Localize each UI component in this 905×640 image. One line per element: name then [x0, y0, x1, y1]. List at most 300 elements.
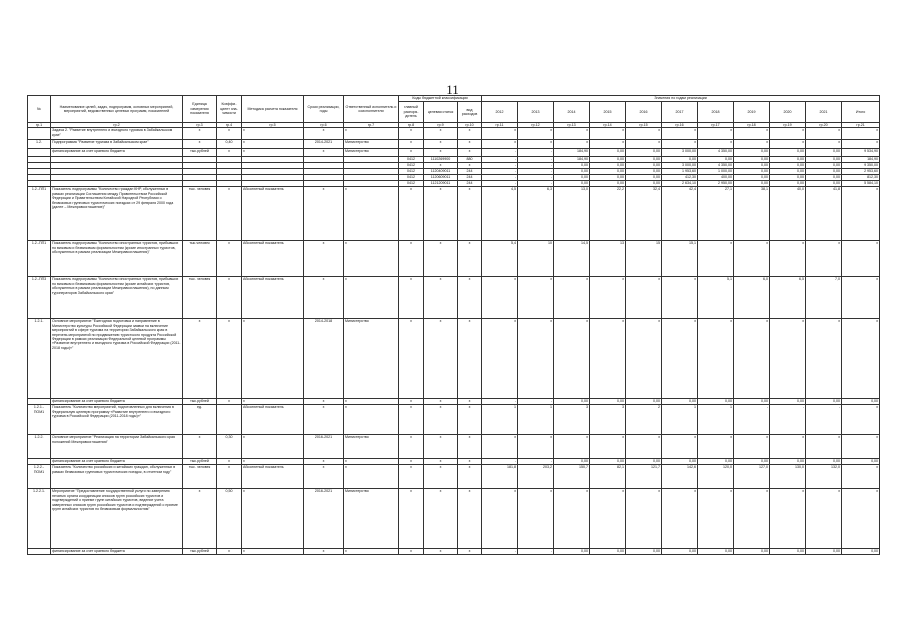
- table-cell: 15: [626, 241, 662, 277]
- table-cell: х: [842, 187, 880, 241]
- column-index-cell: гр.18: [734, 123, 770, 128]
- table-cell: 127,0: [734, 465, 770, 489]
- table-cell: х: [217, 241, 242, 277]
- table-cell: х: [698, 241, 734, 277]
- table-cell: -: [482, 157, 518, 163]
- table-cell: 0,00: [698, 157, 734, 163]
- table-cell: 0,00: [770, 157, 806, 163]
- table-cell: 2: [626, 405, 662, 435]
- table-cell: х: [698, 435, 734, 459]
- table-cell: х: [458, 435, 482, 459]
- table-cell: 13: [590, 241, 626, 277]
- table-cell: 0,00: [770, 399, 806, 405]
- table-cell: 27,1: [698, 187, 734, 241]
- table-cell: 0,00: [626, 399, 662, 405]
- table-cell: х: [806, 319, 842, 399]
- header-year: 2017: [662, 102, 698, 123]
- table-cell: х: [626, 140, 662, 149]
- column-index-cell: гр.4: [217, 123, 242, 128]
- table-cell: 32,4: [626, 187, 662, 241]
- header-method: Методика расчета показателя: [242, 96, 304, 123]
- table-cell: х: [518, 277, 554, 319]
- table-cell: 40,0: [770, 187, 806, 241]
- table-cell: х: [842, 241, 880, 277]
- table-cell: 0,00: [806, 149, 842, 157]
- table-cell: х: [304, 465, 344, 489]
- table-cell: х: [424, 241, 458, 277]
- table-cell: х: [242, 140, 304, 149]
- table-cell: х: [458, 489, 482, 549]
- table-cell: 0,00: [590, 175, 626, 181]
- table-cell: 0,00: [734, 157, 770, 163]
- table-cell: х: [662, 435, 698, 459]
- table-cell: х: [344, 399, 399, 405]
- table-cell: х: [304, 149, 344, 157]
- column-index-cell: гр.1: [28, 123, 51, 128]
- table-cell: 132,0: [806, 465, 842, 489]
- table-cell: 6,0: [734, 277, 770, 319]
- table-cell: х: [662, 489, 698, 549]
- table-cell: х: [482, 277, 518, 319]
- table-cell: х: [304, 277, 344, 319]
- table-cell: [28, 149, 51, 157]
- table-cell: х: [518, 435, 554, 459]
- table-cell: х: [458, 149, 482, 157]
- table-row: [28, 319, 880, 399]
- table-cell: тыс. человек: [183, 277, 217, 319]
- table-cell: х: [518, 140, 554, 149]
- table-cell: 0,00: [770, 169, 806, 175]
- table-cell: х: [626, 277, 662, 319]
- table-cell: 0,00: [662, 157, 698, 163]
- table-cell: Абсолютный показатель: [242, 465, 304, 489]
- table-cell: -: [482, 169, 518, 175]
- table-cell: 2014-2018: [304, 319, 344, 399]
- table-cell: 0,00: [770, 149, 806, 157]
- table-cell: х: [662, 319, 698, 399]
- table-cell: х: [242, 149, 304, 157]
- table-cell: 0,30: [217, 435, 242, 459]
- table-row: [28, 435, 880, 459]
- table-cell: х: [734, 319, 770, 399]
- column-index-cell: гр.17: [698, 123, 734, 128]
- table-cell: х: [344, 277, 399, 319]
- table-cell: 0,00: [806, 181, 842, 187]
- table-cell: х: [399, 128, 424, 140]
- table-cell: 0,00: [806, 169, 842, 175]
- table-cell: х: [399, 319, 424, 399]
- table-cell: 5,1: [698, 277, 734, 319]
- table-cell: х: [399, 187, 424, 241]
- table-cell: 130,0: [770, 465, 806, 489]
- table-cell: 0,00: [770, 181, 806, 187]
- table-cell: 0,00: [698, 459, 734, 465]
- table-cell: х: [424, 163, 458, 169]
- table-cell: -: [806, 405, 842, 435]
- table-cell: х: [399, 399, 424, 405]
- header-coefficient: Коэффи-циент зна-чимости: [217, 96, 242, 123]
- table-cell: х: [399, 405, 424, 435]
- table-cell: тыс.рублей: [183, 399, 217, 405]
- table-cell: 0,00: [626, 163, 662, 169]
- table-cell: 0,00: [698, 399, 734, 405]
- table-cell: 6,3: [518, 187, 554, 241]
- table-cell: х: [554, 277, 590, 319]
- table-cell: х: [626, 319, 662, 399]
- table-cell: х: [399, 549, 424, 555]
- table-cell: х: [842, 277, 880, 319]
- program-indicators-table: [27, 95, 880, 555]
- table-cell: 15,1: [662, 241, 698, 277]
- table-cell: тыс.человек: [183, 241, 217, 277]
- column-index-cell: гр.2: [51, 123, 183, 128]
- table-cell: х: [458, 405, 482, 435]
- table-cell: Показатель подпрограммы "Количество граждан КНР, обслуженных в рамках реализации Соглашения между Правительством Российской Федерации и Правительством Китайской Народной Республики о безвизовых групповых туристических поездках от 29 февраля 2000 года (далее – Межправсоглашение)": [51, 187, 183, 241]
- table-cell: х: [217, 459, 242, 465]
- column-index-cell: гр.14: [590, 123, 626, 128]
- table-cell: 0,00: [734, 459, 770, 465]
- table-cell: 0,00: [626, 149, 662, 157]
- table-cell: 0,00: [806, 163, 842, 169]
- table-cell: х: [590, 319, 626, 399]
- table-cell: х: [242, 459, 304, 465]
- table-cell: х: [344, 187, 399, 241]
- table-cell: х: [662, 128, 698, 140]
- table-cell: х: [842, 435, 880, 459]
- table-cell: 0,00: [626, 459, 662, 465]
- table-cell: -: [518, 549, 554, 555]
- table-cell: 0412: [399, 157, 424, 163]
- table-cell: 0412: [399, 181, 424, 187]
- table-cell: 0412: [399, 163, 424, 169]
- table-cell: 1.2.-ПП1: [28, 241, 51, 277]
- table-cell: -: [482, 549, 518, 555]
- table-cell: х: [304, 549, 344, 555]
- table-cell: х: [662, 140, 698, 149]
- table-cell: х: [482, 489, 518, 549]
- table-cell: 244: [458, 169, 482, 175]
- table-cell: х: [482, 140, 518, 149]
- table-cell: 0,00: [626, 169, 662, 175]
- table-cell: 5 584,10: [842, 181, 880, 187]
- table-cell: х: [554, 140, 590, 149]
- table-cell: 0,00: [590, 549, 626, 555]
- table-cell: х: [842, 319, 880, 399]
- table-cell: х: [424, 149, 458, 157]
- table-cell: 4,5: [482, 187, 518, 241]
- table-cell: 1110269900: [424, 157, 458, 163]
- table-cell: х: [242, 399, 304, 405]
- table-row: [28, 187, 880, 241]
- table-cell: 0,00: [554, 175, 590, 181]
- table-cell: 0,00: [806, 549, 842, 555]
- table-cell: 0,00: [626, 181, 662, 187]
- table-cell: 184,90: [842, 157, 880, 163]
- table-cell: тыс.рублей: [183, 149, 217, 157]
- table-cell: х: [770, 435, 806, 459]
- table-cell: х: [842, 128, 880, 140]
- table-cell: Подпрограмма "Развитие туризма в Забайкальском крае": [51, 140, 183, 149]
- header-term: Сроки реализации, годы: [304, 96, 344, 123]
- table-cell: 10: [518, 241, 554, 277]
- table-cell: -: [518, 175, 554, 181]
- table-cell: 121,7: [626, 465, 662, 489]
- table-cell: 9 350,00: [842, 163, 880, 169]
- header-year: 2020: [770, 102, 806, 123]
- table-cell: 0,00: [842, 399, 880, 405]
- column-index-cell: гр.15: [626, 123, 662, 128]
- column-index-cell: гр.13: [554, 123, 590, 128]
- table-cell: Показатель подпрограммы "Количество иностранных туристов, прибывших по визовым и безвизовым формальностям (кроме иностранных туристов, обслуженных в рамках реализации Межправсоглашения)": [51, 241, 183, 277]
- table-cell: х: [734, 489, 770, 549]
- table-cell: 7,0: [806, 277, 842, 319]
- table-row: [28, 241, 880, 277]
- table-cell: х: [242, 489, 304, 549]
- table-cell: х: [217, 128, 242, 140]
- table-cell: х: [344, 549, 399, 555]
- table-cell: 0,00: [662, 459, 698, 465]
- table-cell: х: [242, 435, 304, 459]
- table-cell: х: [842, 140, 880, 149]
- table-cell: х: [482, 128, 518, 140]
- table-cell: х: [217, 149, 242, 157]
- table-cell: х: [518, 319, 554, 399]
- table-cell: х: [770, 319, 806, 399]
- table-cell: 0,00: [698, 549, 734, 555]
- header-year: 2019: [734, 102, 770, 123]
- table-cell: х: [183, 140, 217, 149]
- table-cell: финансирование за счет краевого бюджета: [51, 149, 183, 157]
- table-cell: х: [217, 319, 242, 399]
- table-cell: Мероприятие "Предоставление государственной услуги по заверению печатью органа координации списков групп российских туристов и подтверждений о приеме групп китайских туристов, ведение учета заверенных списков групп российских туристов и подтверждений о приеме групп китайских туристов по безвизовым формальностям": [51, 489, 183, 549]
- table-cell: 0,00: [554, 169, 590, 175]
- table-cell: -: [482, 175, 518, 181]
- table-cell: -: [734, 405, 770, 435]
- table-cell: х: [458, 140, 482, 149]
- table-cell: х: [399, 435, 424, 459]
- table-cell: 0,00: [734, 181, 770, 187]
- table-cell: х: [217, 465, 242, 489]
- table-cell: х: [806, 128, 842, 140]
- table-body: [28, 128, 880, 555]
- table-cell: х: [344, 128, 399, 140]
- table-cell: тыс.рублей: [183, 549, 217, 555]
- column-index-cell: гр.11: [482, 123, 518, 128]
- table-cell: х: [458, 128, 482, 140]
- table-cell: х: [770, 489, 806, 549]
- table-cell: х: [770, 128, 806, 140]
- table-cell: 0,00: [734, 175, 770, 181]
- table-cell: 0,00: [806, 399, 842, 405]
- column-index-cell: гр.9: [424, 123, 458, 128]
- table-cell: 181,8: [482, 465, 518, 489]
- column-index-cell: гр.21: [842, 123, 880, 128]
- table-cell: х: [734, 140, 770, 149]
- table-cell: х: [458, 399, 482, 405]
- table-cell: х: [242, 319, 304, 399]
- table-cell: 1 000,00: [698, 169, 734, 175]
- table-cell: ед.: [183, 405, 217, 435]
- table-cell: х: [458, 465, 482, 489]
- table-cell: -: [482, 459, 518, 465]
- table-cell: 244: [458, 175, 482, 181]
- column-index-cell: гр.3: [183, 123, 217, 128]
- table-cell: Показатель "Количество мероприятий, подготовленных для включения в Федеральную целевую программу «Развитие внутреннего и въездного туризма в Российской Федерации (2011-2018 годы)»": [51, 405, 183, 435]
- table-cell: х: [842, 489, 880, 549]
- table-cell: х: [518, 489, 554, 549]
- table-cell: 0,00: [770, 459, 806, 465]
- table-cell: х: [458, 277, 482, 319]
- table-cell: х: [424, 489, 458, 549]
- table-cell: финансирование за счет краевого бюджета: [51, 549, 183, 555]
- table-cell: -: [518, 149, 554, 157]
- table-cell: 0,00: [842, 459, 880, 465]
- table-cell: 2016-2021: [304, 489, 344, 549]
- table-cell: 0,00: [590, 163, 626, 169]
- table-cell: 1: [518, 405, 554, 435]
- table-cell: тыс. человек: [183, 465, 217, 489]
- column-index-cell: гр.20: [806, 123, 842, 128]
- header-year: 2014: [554, 102, 590, 123]
- table-cell: х: [344, 405, 399, 435]
- table-cell: х: [482, 319, 518, 399]
- table-cell: 0,00: [554, 399, 590, 405]
- table-cell: 2 953,60: [842, 169, 880, 175]
- table-cell: Абсолютный показатель: [242, 277, 304, 319]
- table-cell: х: [806, 241, 842, 277]
- table-cell: 82,1: [590, 465, 626, 489]
- table-cell: 14,5: [554, 241, 590, 277]
- table-cell: х: [304, 187, 344, 241]
- table-cell: 0,00: [554, 549, 590, 555]
- table-cell: х: [554, 128, 590, 140]
- table-cell: 0,00: [626, 549, 662, 555]
- table-cell: х: [734, 435, 770, 459]
- table-cell: х: [458, 241, 482, 277]
- table-cell: х: [554, 319, 590, 399]
- table-cell: х: [770, 241, 806, 277]
- column-index-cell: гр.10: [458, 123, 482, 128]
- table-cell: х: [399, 149, 424, 157]
- header-name: Наименование целей, задач, подпрограмм, основных мероприятий, мероприятий, ведомственных целевых программ, показателей: [51, 96, 183, 123]
- table-cell: х: [806, 140, 842, 149]
- table-cell: 0,50: [217, 489, 242, 549]
- header-executor: Ответственный исполнитель и соисполнители: [344, 96, 399, 123]
- table-cell: 0,00: [554, 459, 590, 465]
- table-cell: 0412: [399, 169, 424, 175]
- table-cell: х: [424, 140, 458, 149]
- table-cell: 22,2: [590, 187, 626, 241]
- table-cell: 0,00: [662, 399, 698, 405]
- column-index-cell: гр.8: [399, 123, 424, 128]
- table-cell: х: [458, 549, 482, 555]
- table-cell: х: [458, 163, 482, 169]
- table-cell: [28, 549, 51, 555]
- table-cell: тыс.рублей: [183, 459, 217, 465]
- table-cell: 0,40: [217, 140, 242, 149]
- table-cell: 400,00: [698, 175, 734, 181]
- table-cell: 0412: [399, 175, 424, 181]
- table-cell: х: [304, 241, 344, 277]
- table-cell: 1.2.-ПП1: [28, 187, 51, 241]
- header-budget-col: главный распоря-дитель: [399, 102, 424, 123]
- table-cell: -: [518, 181, 554, 187]
- column-index-cell: гр.19: [770, 123, 806, 128]
- table-cell: х: [304, 399, 344, 405]
- table-cell: 0,00: [554, 181, 590, 187]
- header-year: 2012: [482, 102, 518, 123]
- table-cell: 0,00: [626, 175, 662, 181]
- table-cell: х: [217, 549, 242, 555]
- table-cell: 1: [482, 405, 518, 435]
- table-cell: -: [518, 169, 554, 175]
- table-cell: финансирование за счет краевого бюджета: [51, 399, 183, 405]
- table-cell: 3: [554, 405, 590, 435]
- table-row: [28, 149, 880, 157]
- table-cell: х: [770, 140, 806, 149]
- table-cell: 0,00: [734, 549, 770, 555]
- table-cell: 1121209011: [424, 181, 458, 187]
- table-cell: х: [626, 435, 662, 459]
- table-cell: х: [626, 489, 662, 549]
- table-cell: х: [242, 549, 304, 555]
- table-cell: х: [304, 128, 344, 140]
- table-cell: х: [304, 459, 344, 465]
- table-cell: тыс. человек: [183, 187, 217, 241]
- table-row: [28, 140, 880, 149]
- table-cell: х: [344, 459, 399, 465]
- table-cell: -: [518, 459, 554, 465]
- table-cell: 4 350,00: [698, 149, 734, 157]
- table-cell: 0,00: [770, 549, 806, 555]
- column-index-cell: гр.16: [662, 123, 698, 128]
- table-cell: 2014-2021: [304, 140, 344, 149]
- table-cell: 244: [458, 181, 482, 187]
- table-cell: -: [482, 181, 518, 187]
- table-cell: Задача 2. "Развитие внутреннего и въездного туризма в Забайкальском крае": [51, 128, 183, 140]
- table-cell: х: [344, 241, 399, 277]
- table-cell: х: [458, 187, 482, 241]
- table-cell: 1.2.2.-ПОМ1: [28, 465, 51, 489]
- table-cell: х: [458, 319, 482, 399]
- header-budget-col: вид расходов: [458, 102, 482, 123]
- column-index-cell: гр.5: [242, 123, 304, 128]
- table-cell: х: [424, 128, 458, 140]
- table-cell: 880: [458, 157, 482, 163]
- table-cell: х: [698, 489, 734, 549]
- table-cell: Министерство: [344, 489, 399, 549]
- table-cell: х: [217, 277, 242, 319]
- column-index-cell: гр.12: [518, 123, 554, 128]
- table-cell: 1120609011: [424, 175, 458, 181]
- table-cell: х: [806, 489, 842, 549]
- table-cell: х: [399, 465, 424, 489]
- table-cell: 3 000,00: [662, 149, 698, 157]
- table-cell: 142,6: [662, 465, 698, 489]
- table-cell: 0,00: [806, 459, 842, 465]
- table-cell: х: [590, 128, 626, 140]
- table-cell: х: [242, 128, 304, 140]
- table-cell: 1 953,60: [662, 169, 698, 175]
- table-cell: х: [842, 465, 880, 489]
- table-cell: 1.2.-ПП3: [28, 277, 51, 319]
- table-cell: х: [554, 435, 590, 459]
- table-cell: 0,00: [770, 163, 806, 169]
- table-cell: -: [518, 157, 554, 163]
- table-cell: [217, 405, 242, 435]
- page-number: 11: [446, 82, 459, 97]
- table-cell: Абсолютный показатель: [242, 405, 304, 435]
